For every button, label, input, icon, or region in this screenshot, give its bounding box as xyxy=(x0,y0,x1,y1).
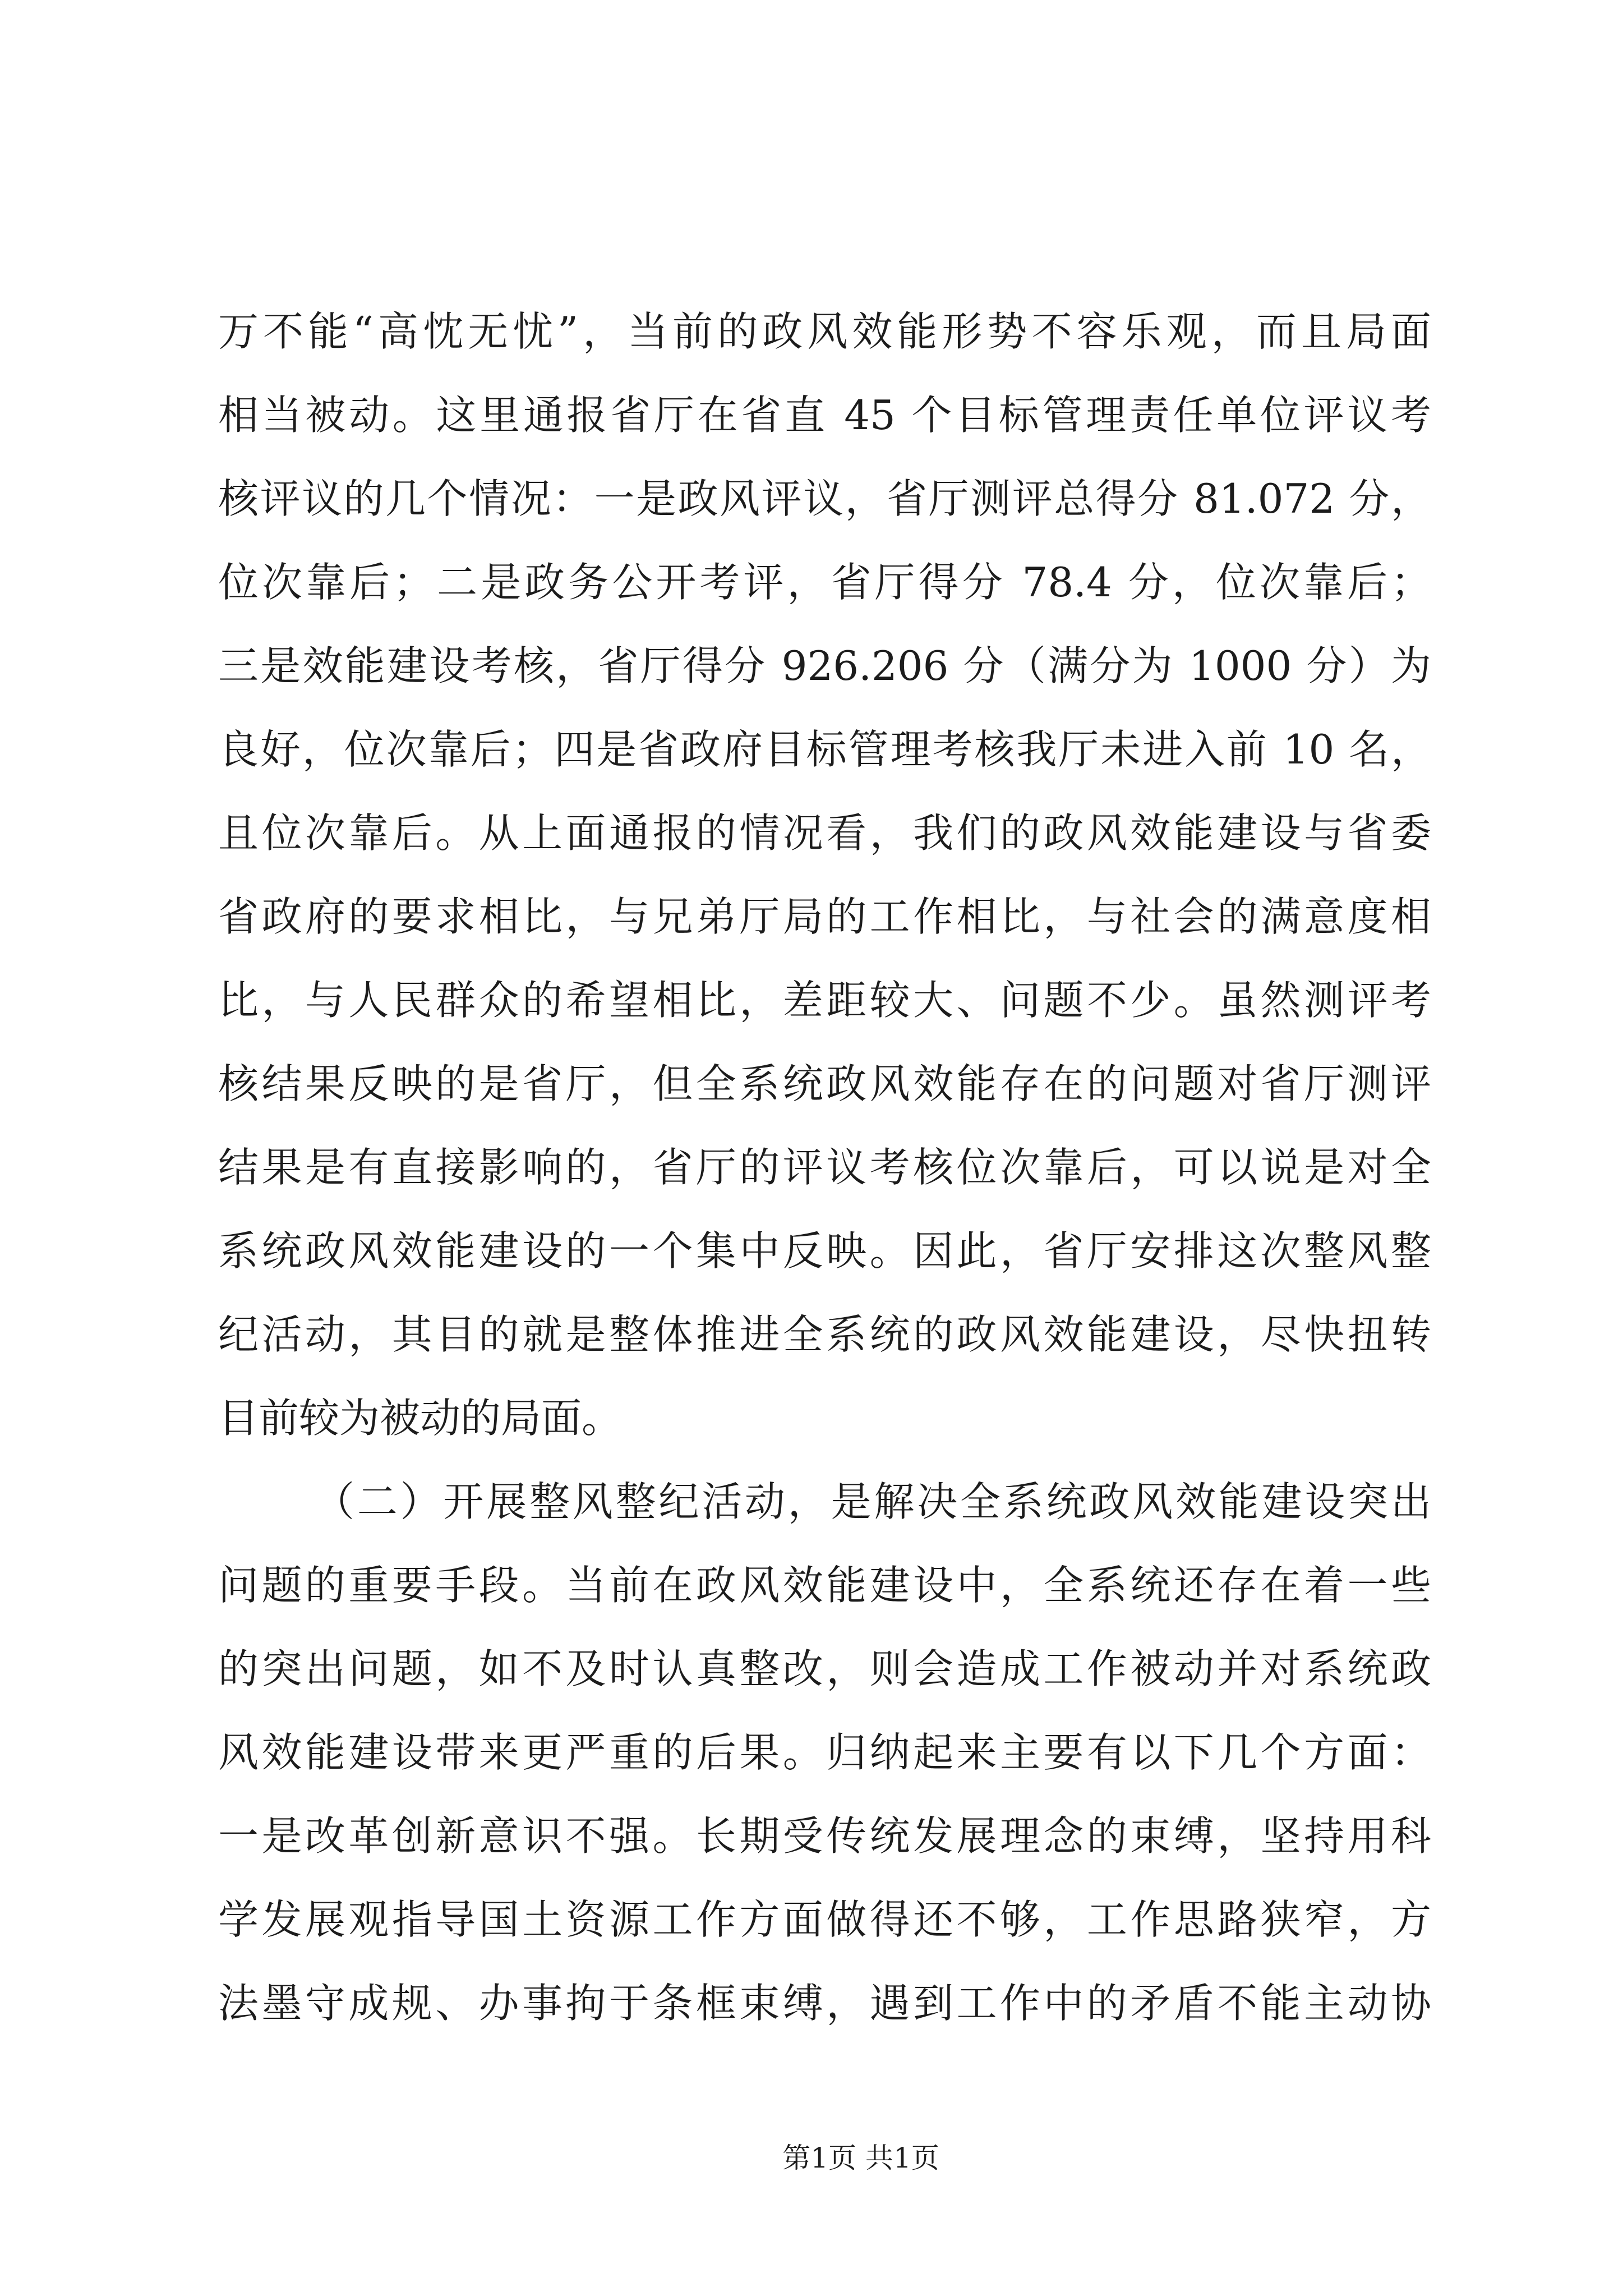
text-line: 三是效能建设考核，省厅得分 926.206 分（满分为 1000 分）为 xyxy=(218,642,1431,689)
text-line: 目前较为被动的局面。 xyxy=(218,1395,623,1442)
paragraph xyxy=(218,1460,1431,2045)
text-line: 比，与人民群众的希望相比，差距较大、问题不少。虽然测评考 xyxy=(218,977,1431,1024)
text-line: 且位次靠后。从上面通报的情况看，我们的政风效能建设与省委 xyxy=(218,809,1431,857)
document-body xyxy=(218,290,1431,2045)
text-line: 良好，位次靠后；四是省政府目标管理考核我厅未进入前 10 名， xyxy=(218,726,1431,773)
page-footer: 第1页 共1页 xyxy=(782,2142,939,2174)
text-line: 省政府的要求相比，与兄弟厅局的工作相比，与社会的满意度相 xyxy=(218,893,1431,940)
text-line: 位次靠后；二是政务公开考评，省厅得分 78.4 分，位次靠后； xyxy=(218,559,1431,606)
text-line: 纪活动，其目的就是整体推进全系统的政风效能建设，尽快扭转 xyxy=(218,1311,1431,1358)
text-line: 风效能建设带来更严重的后果。归纳起来主要有以下几个方面： xyxy=(218,1729,1431,1776)
text-line: 一是改革创新意识不强。长期受传统发展理念的束缚，坚持用科 xyxy=(218,1812,1431,1860)
text-line: 结果是有直接影响的，省厅的评议考核位次靠后，可以说是对全 xyxy=(218,1144,1431,1191)
paragraph xyxy=(218,290,1431,1460)
text-line: 核结果反映的是省厅，但全系统政风效能存在的问题对省厅测评 xyxy=(218,1060,1431,1107)
text-line: 核评议的几个情况：一是政风评议，省厅测评总得分 81.072 分， xyxy=(218,475,1431,522)
text-line: 的突出问题，如不及时认真整改，则会造成工作被动并对系统政 xyxy=(218,1645,1431,1692)
text-line: 相当被动。这里通报省厅在省直 45 个目标管理责任单位评议考 xyxy=(218,392,1431,439)
text-line: 法墨守成规、办事拘于条框束缚，遇到工作中的矛盾不能主动协 xyxy=(218,1980,1431,2027)
text-line: 问题的重要手段。当前在政风效能建设中，全系统还存在着一些 xyxy=(218,1562,1431,1609)
text-line: 学发展观指导国土资源工作方面做得还不够，工作思路狭窄，方 xyxy=(218,1896,1431,1943)
text-line: 万不能“高忱无忧”，当前的政风效能形势不容乐观，而且局面 xyxy=(218,308,1431,355)
text-line: 系统政风效能建设的一个集中反映。因此，省厅安排这次整风整 xyxy=(218,1227,1431,1274)
text-line: （二）开展整风整纪活动，是解决全系统政风效能建设突出 xyxy=(314,1478,1431,1525)
